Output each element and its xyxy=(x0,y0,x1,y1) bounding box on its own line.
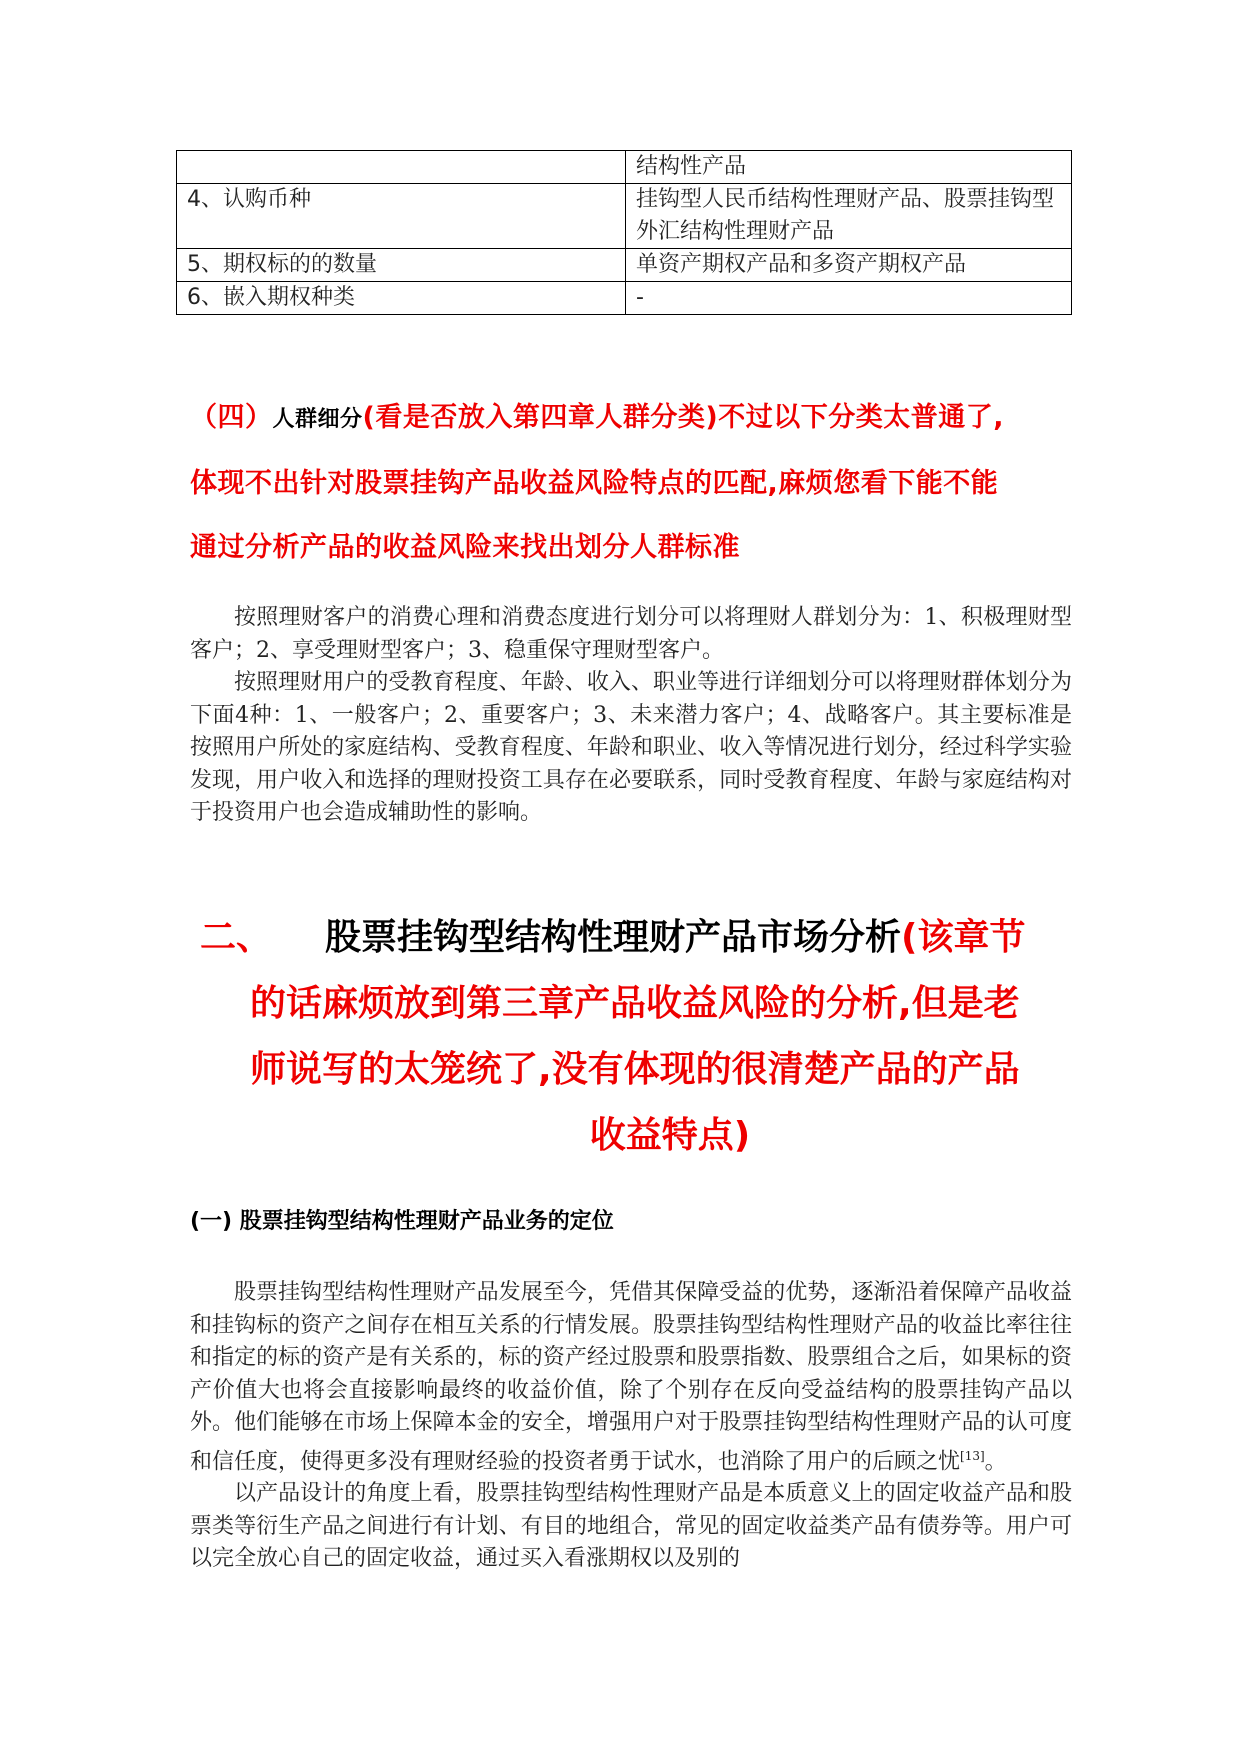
review-comment: 师说写的太笼统了,没有体现的很清楚产品的产品 xyxy=(250,1049,1020,1090)
table-row xyxy=(177,282,1072,315)
section-number: （四） xyxy=(190,402,273,433)
body-text-block xyxy=(190,602,1072,830)
section-title: 人群细分 xyxy=(272,407,363,432)
paragraph: 以产品设计的角度上看，股票挂钩型结构性理财产品是本质意义上的固定收益产品和股票类等衍生产品之间进行有计划、有目的地组合，常见的固定收益类产品有债券等。用户可以完全放心自己的固定收益，通过买入看涨期权以及别的 xyxy=(190,1481,1072,1572)
product-classification-table xyxy=(176,150,1072,315)
paragraph: 按照理财客户的消费心理和消费态度进行划分可以将理财人群划分为：1、积极理财型客户；2、享受理财型客户；3、稳重保守理财型客户。 xyxy=(190,605,1072,663)
table-row xyxy=(177,151,1072,184)
chapter-heading xyxy=(200,905,1080,1169)
table-cell: - xyxy=(626,282,1072,315)
table-cell xyxy=(177,151,626,184)
paragraph xyxy=(190,1277,1072,1478)
paragraph-text: 。 xyxy=(984,1448,1007,1474)
review-comment: 收益特点) xyxy=(589,1115,751,1156)
review-comment: 体现不出针对股票挂钩产品收益风险特点的匹配,麻烦您看下能不能 xyxy=(190,468,999,499)
table-cell: 挂钩型人民币结构性理财产品、股票挂钩型外汇结构性理财产品 xyxy=(626,184,1072,249)
review-comment: 的话麻烦放到第三章产品收益风险的分析,但是老 xyxy=(250,983,1020,1024)
table-cell: 5、期权标的的数量 xyxy=(177,249,626,282)
citation-ref: [13] xyxy=(960,1448,985,1463)
table-cell: 结构性产品 xyxy=(626,151,1072,184)
table-cell: 4、认购币种 xyxy=(177,184,626,249)
chapter-title: 股票挂钩型结构性理财产品市场分析 xyxy=(325,917,902,958)
table-row xyxy=(177,249,1072,282)
body-text-block xyxy=(190,1277,1072,1576)
table-cell: 6、嵌入期权种类 xyxy=(177,282,626,315)
review-comment: 通过分析产品的收益风险来找出划分人群标准 xyxy=(190,532,740,563)
paragraph-text: 股票挂钩型结构性理财产品发展至今，凭借其保障受益的优势，逐渐沿着保障产品收益和挂钩标的资产之间存在相互关系的行情发展。股票挂钩型结构性理财产品的收益比率往往和指定的标的资产是有关系的，标的资产经过股票和股票指数、股票组合之后，如果标的资产价值大也将会直接影响最终的收益价值，除了个别存在反向受益结构的股票挂钩产品以外。他们能够在市场上保障本金的安全，增强用户对于股票挂钩型结构性理财产品的认可度和信任度，使得更多没有理财经验的投资者勇于试水，也消除了用户的后顾之忧 xyxy=(190,1280,1072,1474)
review-comment: (该章节 xyxy=(901,917,1026,958)
table-row xyxy=(177,184,1072,249)
subsection-heading: (一) 股票挂钩型结构性理财产品业务的定位 xyxy=(190,1209,614,1234)
paragraph: 按照理财用户的受教育程度、年龄、收入、职业等进行详细划分可以将理财群体划分为下面4种：1、一般客户；2、重要客户；3、未来潜力客户；4、战略客户。其主要标准是按照用户所处的家庭结构、受教育程度、年龄和职业、收入等情况进行划分，经过科学实验发现，用户收入和选择的理财投资工具存在必要联系，同时受教育程度、年龄与家庭结构对于投资用户也会造成辅助性的影响。 xyxy=(190,670,1072,825)
table-cell: 单资产期权产品和多资产期权产品 xyxy=(626,249,1072,282)
section-heading-crowd-segmentation xyxy=(190,386,1070,580)
review-comment: (看是否放入第四章人群分类)不过以下分类太普通了, xyxy=(362,402,1004,433)
chapter-number: 二、 xyxy=(200,917,273,958)
